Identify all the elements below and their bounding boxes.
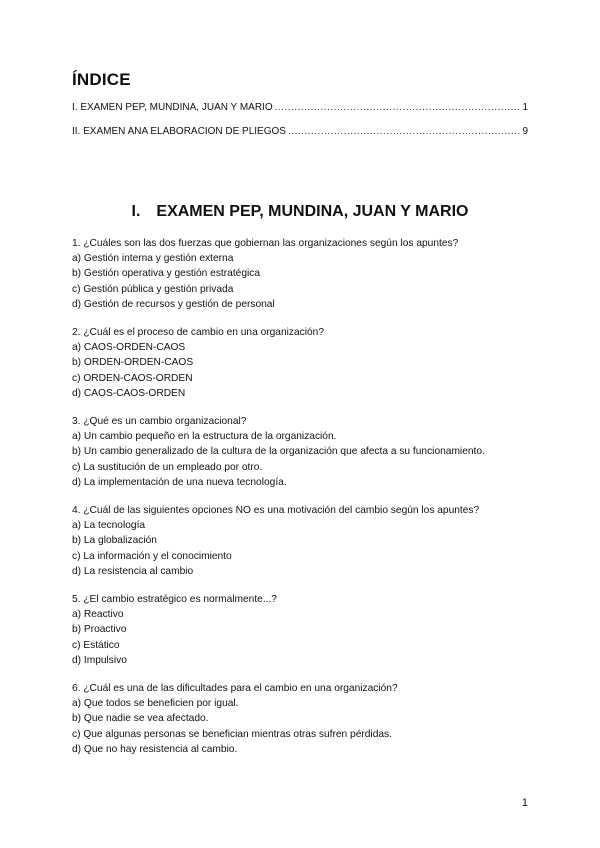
answer-option: a) Reactivo (72, 609, 124, 621)
answer-option: b) Gestión operativa y gestión estratégica (72, 268, 261, 280)
answer-option: b) Un cambio generalizado de la cultura de la organización que afecta a su funcionamiento. (72, 446, 485, 458)
answer-option: a) Gestión interna y gestión externa (72, 253, 234, 265)
page-number: 1 (521, 797, 528, 809)
toc-leader-dots (275, 102, 521, 113)
answer-option: c) ORDEN-CAOS-ORDEN (72, 372, 193, 384)
answer-option: d) La resistencia al cambio (72, 565, 194, 577)
toc-entry-label: I. EXAMEN PEP, MUNDINA, JUAN Y MARIO (72, 102, 273, 113)
question-4 (72, 503, 532, 579)
question-text: 3. ¿Qué es un cambio organizacional? (72, 416, 247, 428)
answer-option: c) La información y el conocimiento (72, 550, 232, 562)
answer-option: c) Estático (72, 639, 120, 651)
answer-option: c) Que algunas personas se benefician mientras otras sufren pérdidas. (72, 728, 392, 740)
toc-entry-page: 1 (522, 102, 528, 113)
question-2 (72, 325, 532, 401)
question-3 (72, 414, 532, 490)
toc-entry-2[interactable] (72, 126, 528, 140)
answer-option: b) Que nadie se vea afectado. (72, 713, 209, 725)
answer-option: c) Gestión pública y gestión privada (72, 283, 234, 295)
question-6 (72, 681, 532, 757)
answer-option: a) La tecnología (72, 520, 146, 532)
toc-entry-1[interactable] (72, 102, 528, 116)
question-text: 4. ¿Cuál de las siguientes opciones NO es una motivación del cambio según los apuntes? (72, 505, 480, 517)
question-list (72, 236, 532, 770)
answer-option: a) CAOS-ORDEN-CAOS (72, 342, 186, 354)
answer-option: b) ORDEN-ORDEN-CAOS (72, 357, 194, 369)
answer-option: d) Impulsivo (72, 654, 127, 666)
question-1 (72, 236, 532, 312)
question-text: 6. ¿Cuál es una de las dificultades para el cambio en una organización? (72, 683, 398, 695)
question-text: 5. ¿El cambio estratégico es normalmente...? (72, 594, 277, 606)
answer-option: a) Que todos se beneficien por igual. (72, 698, 239, 710)
section-title-text: EXAMEN PEP, MUNDINA, JUAN Y MARIO (156, 203, 469, 220)
index-title: ÍNDICE (72, 70, 131, 89)
answer-option: d) La implementación de una nueva tecnología. (72, 476, 287, 488)
answer-option: b) La globalización (72, 535, 157, 547)
answer-option: a) Un cambio pequeño en la estructura de la organización. (72, 431, 337, 443)
answer-option: b) Proactivo (72, 624, 127, 636)
section-heading (0, 203, 600, 221)
answer-option: c) La sustitución de un empleado por otro. (72, 461, 263, 473)
question-5 (72, 592, 532, 668)
question-text: 2. ¿Cuál es el proceso de cambio en una organización? (72, 327, 325, 339)
question-text: 1. ¿Cuáles son las dos fuerzas que gobiernan las organizaciones según los apuntes? (72, 238, 459, 249)
toc-leader-dots (288, 126, 520, 137)
answer-option: d) Gestión de recursos y gestión de personal (72, 298, 275, 310)
answer-option: d) Que no hay resistencia al cambio. (72, 743, 238, 755)
toc-entry-label: II. EXAMEN ANA ELABORACIÓN DE PLIEGOS (72, 126, 286, 137)
answer-option: d) CAOS-CAOS-ORDEN (72, 387, 186, 399)
section-number: I. (131, 203, 141, 220)
toc-entry-page: 9 (522, 126, 528, 137)
